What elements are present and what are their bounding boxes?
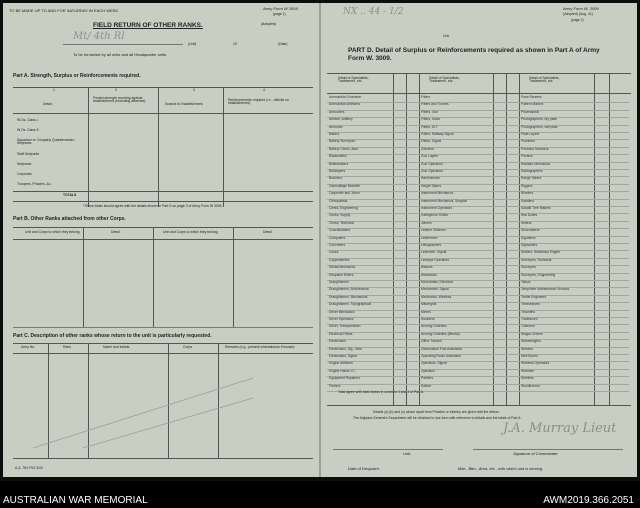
part-d-vline-7 xyxy=(594,73,595,405)
part-d-item: Timekeepers xyxy=(521,302,540,307)
part-a-row-corporals: Corporals xyxy=(17,172,32,176)
part-c-header-army-no: Army No. xyxy=(21,345,36,349)
part-d-row-rule xyxy=(419,384,519,385)
part-a-header-surplus: Surplus to Establishment. xyxy=(165,102,204,106)
part-d-item: Teleprinter Maintenance Vendors xyxy=(521,287,570,292)
part-d-item: Clerks, Technical xyxy=(329,220,354,225)
part-d-item: Limbermen xyxy=(421,235,438,240)
part-d-item: Woodturners xyxy=(521,383,540,388)
part-c-header-name: Name and Initials. xyxy=(103,345,131,349)
center-fold xyxy=(319,3,321,477)
part-d-vline-4 xyxy=(493,73,494,405)
part-a-title: Part A. Strength, Surplus or Reinforcements required. xyxy=(13,73,141,79)
part-a-header-rule xyxy=(13,113,313,114)
part-d-item: Farriers xyxy=(329,383,341,388)
perforation-line xyxy=(13,327,313,328)
handwriting-signature: J.A. Murray Lieut xyxy=(503,421,617,436)
part-b-top-rule xyxy=(13,227,313,228)
part-d-item: Setters xyxy=(521,220,532,225)
footer-institution: AUSTRALIAN WAR MEMORIAL xyxy=(3,495,148,506)
part-d-item: Wagon Drivers xyxy=(521,331,543,336)
diagonal-strike-marks xyxy=(23,358,263,453)
date-label: (Date). xyxy=(278,42,289,46)
part-d-item: Nursing Orderlies (Mental) xyxy=(421,331,460,336)
part-a-totals-label: TOTALS xyxy=(63,193,77,197)
part-d-item: Fitters, M.T. xyxy=(421,124,439,129)
part-d-item: Signwriters xyxy=(521,243,538,247)
year-prefix: 19 xyxy=(233,42,237,46)
part-d-item: Observation Post Assistants xyxy=(421,346,463,351)
part-a-row-troopers: Troopers, Privates, &c. xyxy=(17,182,52,186)
part-d-item: Riggers xyxy=(521,183,533,188)
part-d-row-rule xyxy=(519,191,629,192)
part-d-item: Surveyors, Technical xyxy=(521,257,552,262)
part-d-item: Radiographers xyxy=(521,169,543,173)
part-d-item: Electrical Fitters xyxy=(329,331,353,336)
part-d-item: Instrument Operators xyxy=(421,206,453,210)
part-d-vline-6 xyxy=(519,73,520,405)
part-d-row-rule xyxy=(519,184,629,185)
part-d-item: Riveters xyxy=(521,191,534,196)
part-d-row-rule xyxy=(519,199,629,200)
part-c-bottom-rule xyxy=(13,458,313,459)
part-a-col-2: 2 xyxy=(115,88,117,92)
part-d-item: Clerks, Engineering xyxy=(329,206,358,210)
part-b-header-rule xyxy=(13,239,313,240)
part-d-item: Textile Engineers xyxy=(521,294,547,299)
part-d-item: Draughtsmen, Mechanical xyxy=(329,294,368,299)
part-c-title: Part C. Description of other ranks whose return to the unit is particularly requested. xyxy=(13,333,212,339)
part-d-item: Painters xyxy=(421,376,434,381)
part-d-item: Linesmen, Signal xyxy=(421,250,447,255)
part-d-item: Bricklayers xyxy=(329,169,346,173)
part-d-item: Wireless xyxy=(521,376,534,381)
part-a-vline-2 xyxy=(158,87,159,207)
adopted-label: (Adopted) xyxy=(261,22,276,26)
part-d-item: Artificer, Artillery xyxy=(329,117,353,122)
part-a-vline-3 xyxy=(223,87,224,207)
part-d-item: Lithographers xyxy=(421,243,442,247)
top-left-note: TO BE MADE UP TO AND FOR SATURDAY IN EACH WEEK. xyxy=(9,8,120,13)
part-d-row-rule xyxy=(327,384,427,385)
instruction-text: To be furnished by all units and all Headquarter units. xyxy=(73,52,168,57)
part-d-item: Camouflage Modeller xyxy=(329,183,361,188)
part-d-footnote-1: Details (a) (b) and (c) above apart from Privates or infantry are given with the others. xyxy=(373,410,500,414)
part-d-row-rule xyxy=(419,376,519,377)
part-b-header-1: Unit and Corps to which they belong. xyxy=(25,230,81,234)
part-d-item: Ammunition Examiner xyxy=(329,95,362,99)
part-d-header-rule xyxy=(327,93,631,94)
part-d-item: Engine Artificers xyxy=(329,361,353,366)
part-d-item: Signallers xyxy=(521,235,536,240)
part-a-header-reinforcements: Reinforcements required (i.e., deficits on establishment). xyxy=(228,98,289,106)
part-d-item: Concreters xyxy=(329,243,346,247)
part-d-header-1: Detail of Specialists, Tradesmen, etc. xyxy=(338,76,369,84)
part-d-row-rule xyxy=(519,139,629,140)
part-b-header-3: Unit and Corps to which they belong. xyxy=(163,230,219,234)
part-d-item: Tradesmen xyxy=(521,317,538,321)
part-d-item: Welders xyxy=(521,346,534,351)
part-a-note: *These totals should agree with the details shown in Part D on page 2 of Army Form W 3009. xyxy=(83,204,223,208)
part-d-item: Panel Beaters xyxy=(521,95,542,99)
part-b-header-4: Detail. xyxy=(263,230,273,234)
part-d-item: Sailors xyxy=(421,383,432,388)
unit-label: (Unit) xyxy=(188,42,197,46)
part-d-item: Plumbers xyxy=(521,139,535,144)
part-d-row-rule xyxy=(419,265,519,266)
part-d-row-rule xyxy=(519,221,629,222)
part-d-item: Draughtsmen xyxy=(329,280,349,284)
part-d-item: Shoemakers xyxy=(521,228,540,233)
despatch-label: Date of Despatch. xyxy=(348,466,381,471)
part-d-item: Pattern Makers xyxy=(521,102,544,107)
part-a-row-wo2: W.Os. Class II. xyxy=(17,128,40,132)
signature-label: Signature of Commander. xyxy=(513,451,559,456)
part-d-item: Fitters, Gun xyxy=(421,109,439,114)
part-d-item: Driver Operators xyxy=(329,317,354,321)
part-d-bottom-rule xyxy=(327,405,631,406)
part-d-item: Surveyors xyxy=(521,265,536,270)
part-d-item: Wheelwrights xyxy=(521,339,541,344)
part-d-item: Operating Room Assistants xyxy=(421,354,461,358)
part-c-header-rank: Rank. xyxy=(63,345,72,349)
part-a-totals-rule xyxy=(13,191,313,192)
part-a-header-detail: Detail. xyxy=(43,102,53,106)
part-d-item: Chiropodists xyxy=(329,198,348,203)
part-d-item: Surveyors, Engineering xyxy=(521,272,556,277)
part-d-item: Butchers xyxy=(329,176,343,181)
part-d-item: Intelligence Duties xyxy=(421,213,448,218)
part-d-row-rule xyxy=(519,391,629,392)
part-d-row-rule xyxy=(519,154,629,155)
part-d-item: Office Trained xyxy=(421,339,442,344)
part-d-item: Computers xyxy=(329,235,346,240)
part-d-row-rule xyxy=(519,369,629,370)
part-c-top-rule xyxy=(13,343,313,344)
document-sheet xyxy=(3,3,637,477)
signature-line xyxy=(473,449,623,450)
bde-label: Bde., Bttn., Area, etc., with which unit is serving. xyxy=(458,466,544,471)
part-d-vline-3 xyxy=(419,73,420,405)
part-a-row-serjeants: Serjeants xyxy=(17,162,32,166)
part-d-item: Tinsmiths xyxy=(521,309,535,314)
part-d-item: Fitters, Railway Signal xyxy=(421,132,454,136)
unit-sign-line xyxy=(333,449,443,450)
part-d-totals-label: Total agree with total shown in columns 3 and 4 of Part A. xyxy=(338,390,425,394)
part-d-title: PART D. Detail of Surplus or Reinforcements required as shown in Part A of Army Form W. 3009. xyxy=(348,47,600,63)
part-d-item: Fitters and Turners xyxy=(421,102,449,107)
part-d-item: Masons xyxy=(421,265,433,270)
part-d-item: Gun Layers xyxy=(421,154,439,159)
handwriting-code: NX .. 44 - 1/2 xyxy=(343,7,404,17)
part-c-header-rule xyxy=(13,353,313,354)
part-d-item: Cooks xyxy=(329,250,339,255)
part-d-item: Wireless Operators xyxy=(521,361,550,366)
part-d-item: Operators, Signal xyxy=(421,361,447,366)
part-a-col-3: 3 xyxy=(193,88,195,92)
part-d-item: Joiners xyxy=(421,220,432,225)
form-title: FIELD RETURN OF OTHER RANKS. xyxy=(93,22,203,29)
unit-line xyxy=(63,44,183,45)
part-b-vline-1 xyxy=(83,227,84,327)
part-d-item: Battery Surveyors xyxy=(329,139,356,144)
part-d-item: Fitters, Motor xyxy=(421,117,441,122)
part-d-item: Tubemen xyxy=(521,324,535,329)
part-d-item: Equipment Repairers xyxy=(329,376,360,381)
part-d-item: Gun Operators xyxy=(421,161,443,166)
part-d-item: Grinders xyxy=(421,146,434,151)
part-d-item: Range Takers xyxy=(521,176,542,181)
part-d-row-rule xyxy=(327,132,427,133)
part-d-item: Armourer xyxy=(329,124,343,129)
part-d-item: Plate Layers xyxy=(521,132,540,136)
part-d-item: Engine Hands I.C. xyxy=(329,368,356,373)
part-b-vline-2 xyxy=(153,227,154,327)
print-code: A.A. 784 FS4 3/40 xyxy=(15,466,43,470)
part-a-row-staff-sjts: Staff Serjeants xyxy=(17,152,40,156)
part-d-item: Instrument Mechanics xyxy=(421,191,454,196)
part-d-item: Printers xyxy=(521,154,533,159)
part-d-item: Radiator Mechanics xyxy=(521,161,551,166)
part-d-item: Mechanics, Wireless xyxy=(421,294,452,299)
part-d-header-3: Detail of Specialists, Tradesmen, etc. xyxy=(529,76,560,84)
part-d-top-rule xyxy=(327,73,631,74)
part-d-item: Predictor Numbers xyxy=(521,146,549,151)
part-d-item: Moulders xyxy=(421,317,435,321)
part-d-row-rule xyxy=(519,236,629,237)
part-b-header-2: Detail. xyxy=(111,230,121,234)
part-d-item: Driver, Transportation xyxy=(329,324,361,329)
part-d-item: Draughtsmen, Architectural xyxy=(329,287,369,292)
part-d-row-rule xyxy=(419,391,519,392)
part-d-item: Wiremen xyxy=(521,368,535,373)
part-d-item: Instrument Mechanics, Surgical xyxy=(421,198,467,203)
part-d-header-2: Detail of Specialists, Tradesmen, etc. xyxy=(429,76,460,84)
part-d-row-rule xyxy=(519,376,629,377)
part-d-item: Mechanists, Electrical xyxy=(421,280,453,284)
part-d-item: Ammunition Artificers xyxy=(329,102,360,107)
part-d-row-rule xyxy=(419,147,519,148)
part-d-row-rule xyxy=(519,347,629,348)
part-d-item: Coppersmiths xyxy=(329,257,350,262)
part-c-header-remarks: Remarks (e.g., present whereabouts if known). xyxy=(225,345,296,349)
part-d-item: Coachbuilders xyxy=(329,228,351,233)
part-d-item: Photographers, dry plate xyxy=(521,117,558,122)
part-d-item: Dental Mechanics xyxy=(329,265,356,270)
part-d-item: Millwrights xyxy=(421,302,437,307)
part-a-top-rule xyxy=(13,87,313,88)
part-a-header-posted: Posted strength counting against establishment (excluding attached). xyxy=(93,96,147,104)
part-d-item: Clerks, Supply xyxy=(329,213,351,218)
part-a-bottom-rule xyxy=(13,201,313,202)
part-d-item: Fitters xyxy=(421,95,431,99)
part-d-item: Hammermen xyxy=(421,176,441,181)
part-d-item: Electricians, Sig., Wire xyxy=(329,346,362,351)
archive-footer xyxy=(0,481,640,508)
unit-sign-label: Unit. xyxy=(403,451,412,456)
part-d-item: Mechanists, Signal xyxy=(421,287,449,292)
part-d-item: Driver Mechanics xyxy=(329,309,355,314)
part-d-item: Boilermakers xyxy=(329,161,349,166)
part-d-vline-2 xyxy=(406,73,407,405)
part-d-item: Saddlers xyxy=(521,198,535,203)
part-d-item: Height Takers xyxy=(421,183,442,188)
part-d-footnote-2: The Adjutant-General's Department will be obtained in due form with reference to details and the totals of Part A. xyxy=(353,416,522,420)
part-d-item: Leather Stitchers xyxy=(421,228,446,233)
part-d-item: Well Borers xyxy=(521,354,538,358)
part-d-vline-5 xyxy=(506,73,507,405)
footer-accession: AWM2019.366.2051 xyxy=(543,495,634,506)
form-right-sub: (Adopted) (Aug. 41) xyxy=(563,12,593,16)
part-d-item: Electricians xyxy=(329,339,346,344)
part-d-vline-1 xyxy=(393,73,394,405)
part-b-title: Part B. Other Ranks attached from other Corps. xyxy=(13,216,126,222)
part-d-row-rule xyxy=(519,280,629,281)
part-d-row-rule xyxy=(519,310,629,311)
part-d-item: Photographers, wet plate xyxy=(521,124,558,129)
part-d-item: Bakers xyxy=(329,132,340,136)
part-d-item: Electricians, Signal xyxy=(329,354,357,358)
part-d-row-rule xyxy=(519,324,629,325)
part-a-col-1: 1 xyxy=(53,88,55,92)
part-c-header-corps: Corps. xyxy=(183,345,193,349)
part-d-item: Battery Clerks, Asst. xyxy=(329,146,359,151)
form-number-left: Army Form W 3009 xyxy=(263,6,298,11)
part-d-item: Armourers xyxy=(329,109,345,114)
part-d-row-rule xyxy=(419,221,519,222)
part-d-item: Miners xyxy=(421,309,431,314)
part-d-item: Nursing Orderlies xyxy=(421,324,447,329)
part-b-vline-3 xyxy=(233,227,234,327)
form-right-page: (page 2) xyxy=(571,18,584,22)
part-d-item: Stokers, Stationary Engine xyxy=(521,250,561,255)
part-a-row-cqms: Squadron or Company Quartermaster-Serjeants xyxy=(17,138,76,146)
part-d-item: Draughtsmen, Topographical xyxy=(329,302,372,307)
part-d-item: Blacksmiths xyxy=(329,154,347,159)
part-d-item: Linotype Operators xyxy=(421,257,450,262)
unit-right-label: Unit xyxy=(443,34,450,38)
part-d-row-rule xyxy=(419,310,519,311)
part-a-row-wo1: W.Os. Class I. xyxy=(17,118,39,122)
part-d-item: Carpenter and Joiner xyxy=(329,191,360,196)
form-number-right: Army Form W. 3009 xyxy=(563,6,599,11)
part-d-item: Sea Duties xyxy=(521,213,538,218)
part-d-item: Pharmacists xyxy=(521,109,540,114)
part-d-item: Gun Operators xyxy=(421,169,443,173)
part-a-col-4: 4 xyxy=(263,88,265,92)
part-d-item: Opticians xyxy=(421,368,435,373)
part-a-vline-1 xyxy=(88,87,89,207)
part-d-item: Saddle Tree Makers xyxy=(521,206,551,210)
part-d-item: Tailors xyxy=(521,280,531,284)
part-d-item: Fitters, Signal xyxy=(421,139,442,144)
part-d-item: Despatch Riders xyxy=(329,272,354,277)
form-page-left: (page 1) xyxy=(273,12,286,16)
part-d-item: Mechanics xyxy=(421,272,437,277)
handwriting-unit: Mt/ 4th Rl xyxy=(73,31,125,42)
part-d-vline-8 xyxy=(609,73,610,405)
part-d-row-rule xyxy=(327,250,427,251)
